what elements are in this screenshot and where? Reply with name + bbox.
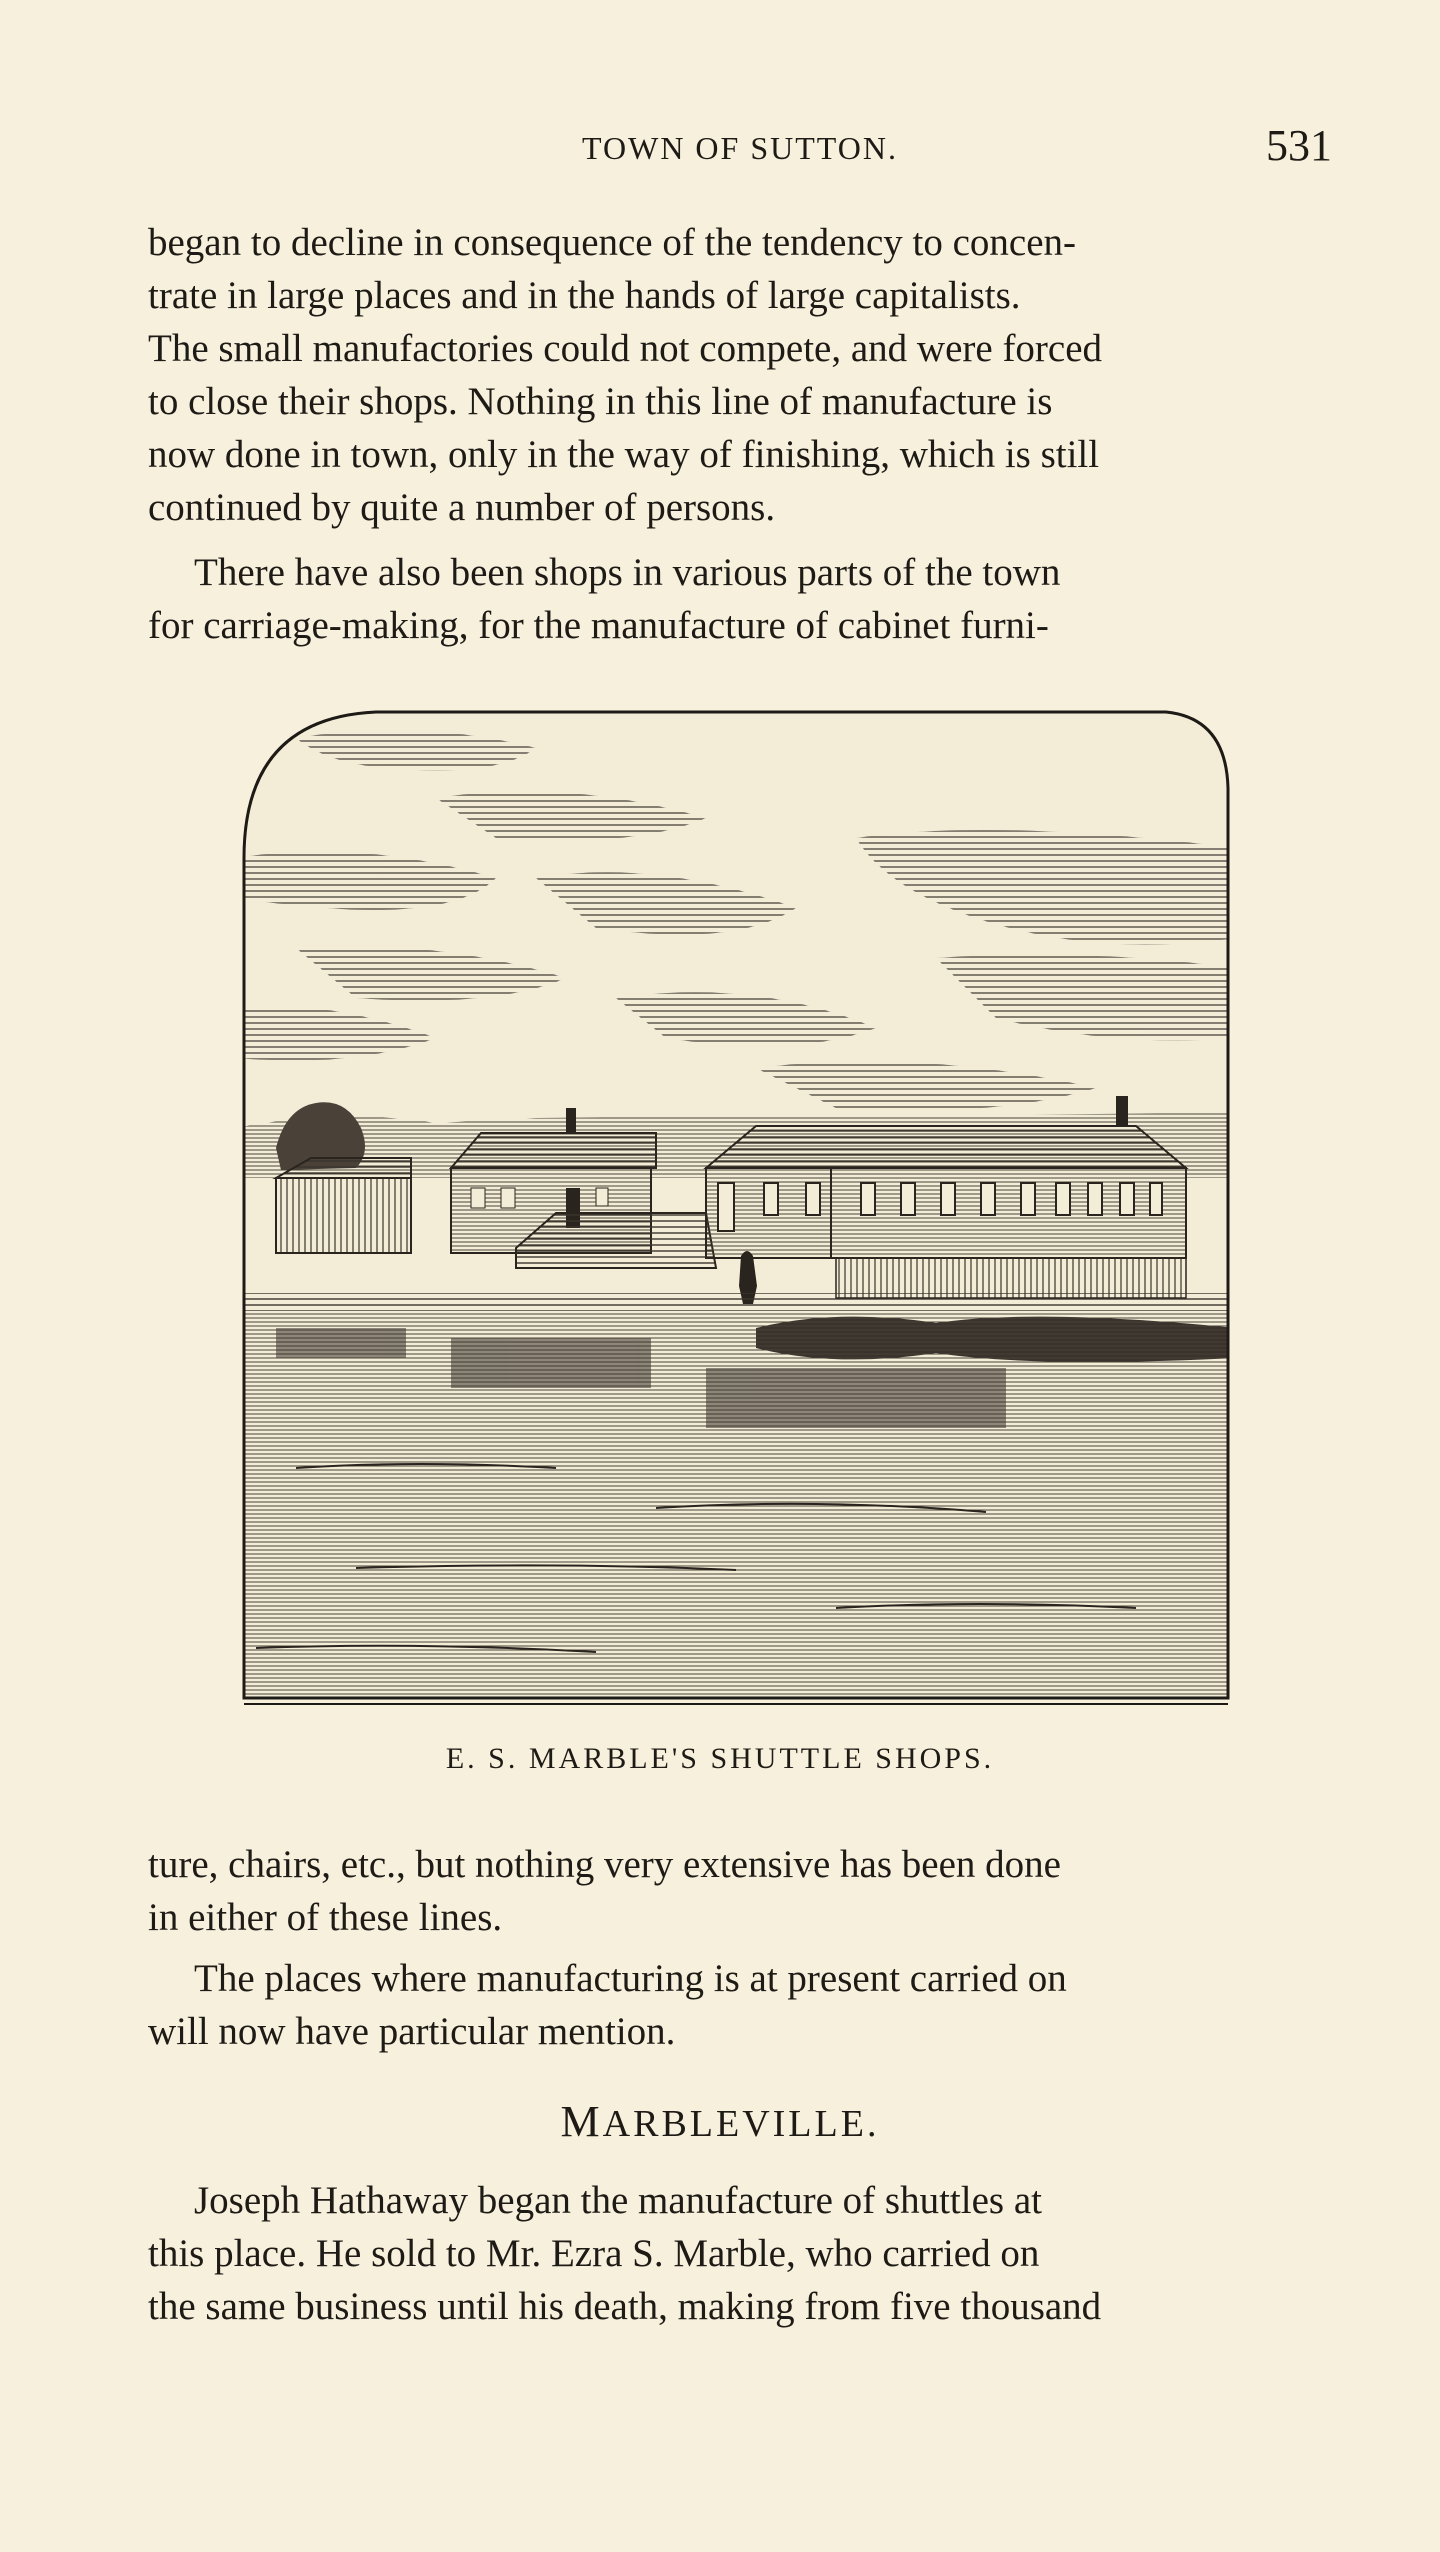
heading-initial: M — [560, 2097, 603, 2146]
text-line: for carriage-making, for the manufacture of cabinet furni- — [148, 604, 1049, 647]
shed — [276, 1158, 411, 1253]
text-line: trate in large places and in the hands of large capitalists. — [148, 274, 1021, 317]
heading-rest: ARBLEVILLE. — [602, 2103, 880, 2145]
running-head: TOWN OF SUTTON. — [582, 130, 898, 166]
text-line: will now have particular mention. — [148, 2010, 676, 2053]
shuttle-shops-engraving — [236, 708, 1236, 1708]
page-number: 531 — [1266, 121, 1332, 170]
figure-caption: E. S. MARBLE'S SHUTTLE SHOPS. — [445, 1742, 995, 1775]
page-header — [148, 118, 1332, 178]
text-line: The small manufactories could not compete, and were forced — [148, 327, 1103, 370]
connecting-roof — [516, 1213, 716, 1268]
text-line: in either of these lines. — [148, 1896, 503, 1939]
text-line: There have also been shops in various parts of the town — [194, 551, 1061, 594]
paragraph-hathaway — [148, 2174, 1328, 2333]
paragraph-shops — [148, 546, 1328, 652]
text-line: The places where manufacturing is at present carried on — [194, 1957, 1067, 2000]
text-line: Joseph Hathaway began the manufacture of shuttles at — [194, 2179, 1042, 2222]
text-line: to close their shops. Nothing in this line of manufacture is — [148, 380, 1053, 423]
text-line: now done in town, only in the way of finishing, which is still — [148, 433, 1100, 476]
paragraph-decline — [148, 216, 1328, 534]
text-line: continued by quite a number of persons. — [148, 486, 776, 529]
text-line: this place. He sold to Mr. Ezra S. Marble, who carried on — [148, 2232, 1040, 2275]
text-line: began to decline in consequence of the tendency to concen- — [148, 221, 1077, 264]
text-line: ture, chairs, etc., but nothing very extensive has been done — [148, 1843, 1061, 1886]
text-line: the same business until his death, making from five thousand — [148, 2285, 1102, 2328]
paragraph-places — [148, 1952, 1328, 2058]
section-heading-marbleville — [0, 2096, 1440, 2147]
paragraph-chairs — [148, 1838, 1328, 1944]
shoreline — [236, 1293, 1236, 1311]
